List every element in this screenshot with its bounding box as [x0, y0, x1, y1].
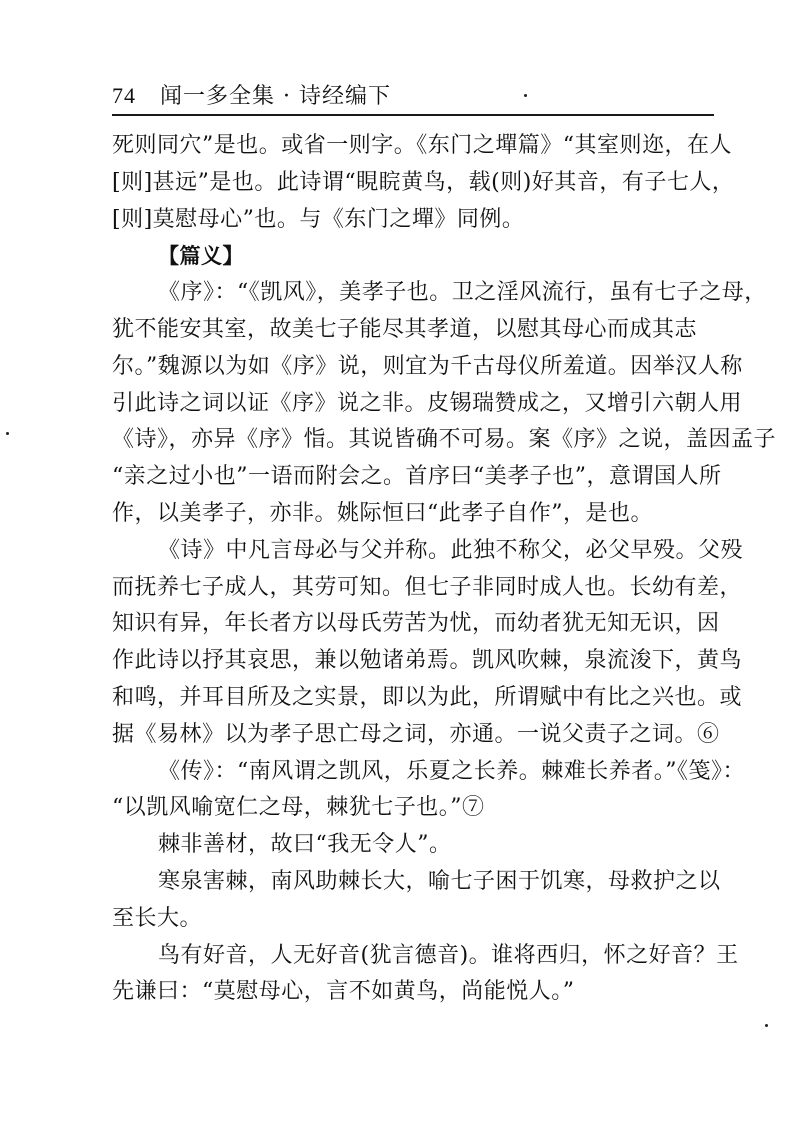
- text-line: 死则同穴”是也。或省一则字。《东门之墠篇》“其室则迩，在人: [112, 133, 732, 158]
- scan-speck: [524, 94, 527, 97]
- text-line: 先谦曰：“莫慰母心，言不如黄鸟，尚能悦人。”: [112, 979, 575, 1005]
- text-line: 引此诗之词以证《序》说之非。皮锡瑞赞成之，又增引六朝人用: [112, 390, 743, 416]
- section-heading: 【篇义】: [158, 244, 244, 269]
- text-line: [则]甚远”是也。此诗谓“睍睆黄鸟，载(则)好其音，有子七人，: [112, 169, 735, 195]
- text-line: “亲之过小也”一语而附会之。首序曰“美孝子也”，意谓国人所: [112, 464, 722, 490]
- text-line: 《诗》中凡言母必与父并称。此独不称父，必父早殁。父殁: [158, 537, 744, 563]
- text-line: 鸟有好音，人无好音(犹言德音)。谁将西归，怀之好音？王: [158, 942, 739, 968]
- text-line: 至长大。: [112, 905, 203, 931]
- running-header: [112, 82, 712, 116]
- text-line: 尔。”魏源以为如《序》说，则宜为千古母仪所羞道。因举汉人称: [112, 353, 743, 379]
- text-line: 作此诗以抒其哀思，兼以勉诸弟焉。凯风吹棘，泉流浚下，黄鸟: [112, 648, 743, 674]
- text-line: 寒泉害棘，南风助棘长大，喻七子困于饥寒，母救护之以: [158, 868, 721, 894]
- text-line: 知识有异，年长者方以母氏劳苦为忧，而幼者犹无知无识，因: [112, 611, 720, 637]
- text-line: 而抚养七子成人，其劳可知。但七子非同时成人也。长幼有差，: [112, 574, 743, 600]
- text-line: 《诗》，亦异《序》恉。其说皆确不可易。案《序》之说，盖因孟子: [112, 427, 777, 453]
- text-line: [则]莫慰母心”也。与《东门之墠》同例。: [112, 206, 525, 232]
- book-title: 闻一多全集 · 诗经编下: [160, 84, 391, 109]
- text-line: 犹不能安其室，故美七子能尽其孝道，以慰其母心而成其志: [112, 316, 698, 342]
- page-number: 74: [112, 83, 136, 108]
- text-line: 据《易林》以为孝子思亡母之词，亦通。一说父责子之词。⑥: [112, 721, 720, 747]
- text-line: 《传》：“南风谓之凯风，乐夏之长养。棘难长养者。”《笺》：: [158, 758, 745, 784]
- text-line: 棘非善材，故曰“我无令人”。: [158, 832, 452, 858]
- scan-speck: [6, 432, 9, 435]
- text-line: 和鸣，并耳目所及之实景，即以为此，所谓赋中有比之兴也。或: [112, 684, 743, 710]
- header-rule: [112, 114, 714, 116]
- page-body: [112, 128, 777, 1011]
- text-line: 《序》：“《凯风》，美孝子也。卫之淫风流行，虽有七子之母，: [158, 280, 767, 306]
- text-line: “以凯风喻宽仁之母，棘犹七子也。”⑦: [112, 795, 485, 821]
- scan-speck: [765, 1024, 768, 1027]
- text-line: 作，以美孝子，亦非。姚际恒曰“此孝子自作”，是也。: [112, 500, 653, 526]
